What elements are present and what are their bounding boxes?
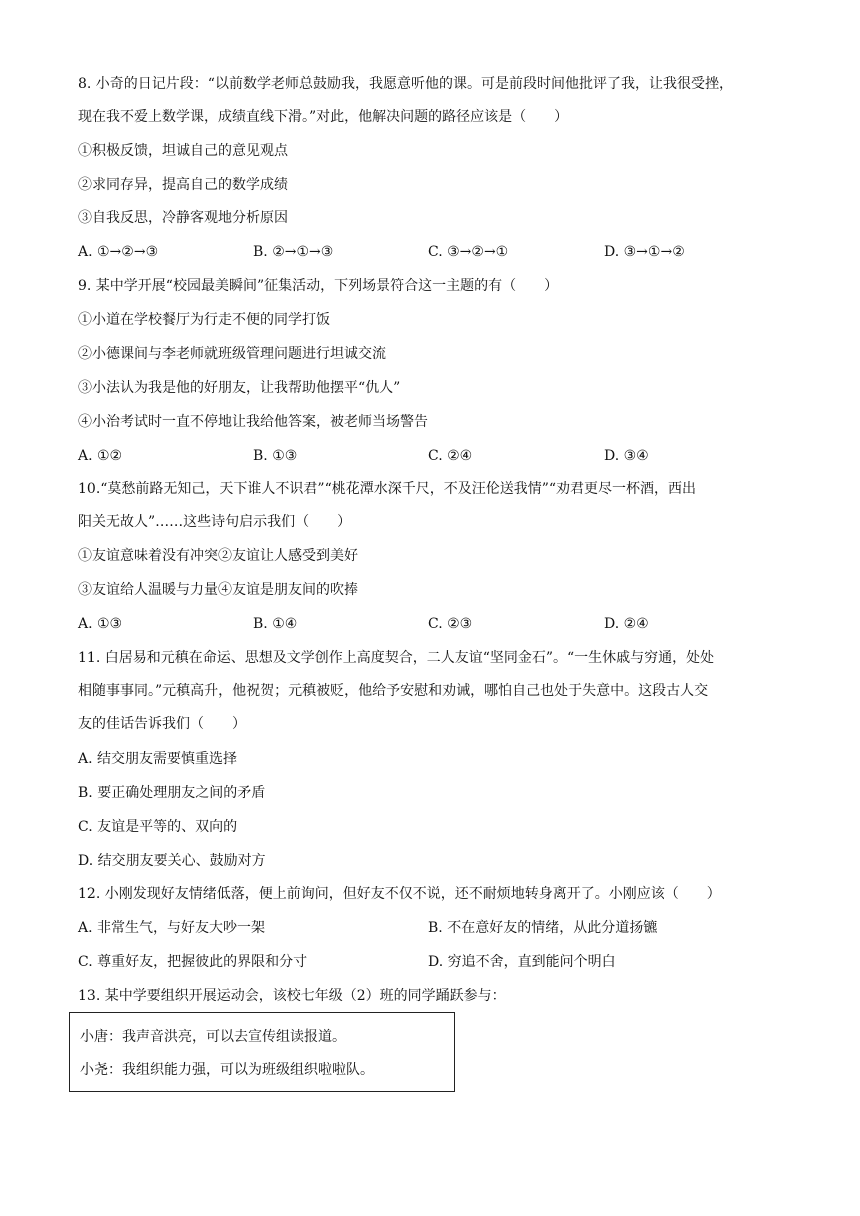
q12-option-c: C. 尊重好友，把握彼此的界限和分寸	[78, 954, 308, 970]
q11-stem-line2: 相随事事同。”元稹高升，他祝贺；元稹被贬，他给予安慰和劝诫，哪怕自己也处于失意中。这段古人交	[78, 683, 709, 699]
q9-option-c: C. ②④	[428, 448, 473, 464]
q9-stem-line1: 9. 某中学开展“校园最美瞬间”征集活动，下列场景符合这一主题的有（ ）	[78, 278, 559, 294]
q8-item-1: ①积极反馈，坦诚自己的意见观点	[78, 143, 288, 159]
q9-option-d: D. ③④	[604, 448, 649, 464]
q10-stem-line1: 10.“莫愁前路无知己，天下谁人不识君”“桃花潭水深千尺，不及汪伦送我情”“劝君更尽一杯酒，西出	[78, 481, 697, 497]
q11-option-d: D. 结交朋友要关心、鼓励对方	[78, 853, 266, 869]
q9-item-1: ①小道在学校餐厅为行走不便的同学打饭	[78, 312, 330, 328]
q8-stem-line1: 8. 小奇的日记片段：“以前数学老师总鼓励我，我愿意听他的课。可是前段时间他批评了我，让我很受挫，	[78, 76, 733, 92]
q13-box-line-1: 小唐：我声音洪亮，可以去宣传组读报道。	[80, 1029, 346, 1045]
q9-item-3: ③小法认为我是他的好朋友，让我帮助他摆平“仇人”	[78, 380, 401, 396]
q8-stem-line2: 现在我不爱上数学课，成绩直线下滑。”对此，他解决问题的路径应该是（ ）	[78, 109, 569, 125]
q8-item-3: ③自我反思，冷静客观地分析原因	[78, 210, 288, 226]
q8-option-c: C. ③→②→①	[428, 244, 509, 260]
q11-option-a: A. 结交朋友需要慎重选择	[78, 751, 238, 767]
q9-item-4: ④小治考试时一直不停地让我给他答案，被老师当场警告	[78, 414, 428, 430]
q10-option-d: D. ②④	[604, 616, 649, 632]
q12-option-b: B. 不在意好友的情绪，从此分道扬镳	[428, 920, 658, 936]
q12-option-a: A. 非常生气，与好友大吵一架	[78, 920, 266, 936]
q10-option-b: B. ①④	[253, 616, 298, 632]
q13-stem-line1: 13. 某中学要组织开展运动会，该校七年级（2）班的同学踊跃参与：	[78, 988, 506, 1004]
q9-option-b: B. ①③	[253, 448, 298, 464]
q10-item-1: ①友谊意味着没有冲突②友谊让人感受到美好	[78, 548, 358, 564]
q12-option-d: D. 穷追不舍，直到能问个明白	[428, 954, 616, 970]
q8-option-a: A. ①→②→③	[78, 244, 159, 260]
q12-stem-line1: 12. 小刚发现好友情绪低落，便上前询问，但好友不仅不说，还不耐烦地转身离开了。小刚应该（ ）	[78, 886, 721, 902]
q9-option-a: A. ①②	[78, 448, 123, 464]
q10-stem-line2: 阳关无故人”……这些诗句启示我们（ ）	[78, 514, 352, 530]
q8-option-b: B. ②→①→③	[253, 244, 334, 260]
q13-box-line-2: 小尧：我组织能力强，可以为班级组织啦啦队。	[80, 1062, 374, 1078]
q11-option-c: C. 友谊是平等的、双向的	[78, 819, 238, 835]
q11-option-b: B. 要正确处理朋友之间的矛盾	[78, 785, 266, 801]
q10-item-2: ③友谊给人温暖与力量④友谊是朋友间的吹捧	[78, 582, 358, 598]
q10-option-c: C. ②③	[428, 616, 473, 632]
q8-item-2: ②求同存异，提高自己的数学成绩	[78, 177, 288, 193]
q8-option-d: D. ③→①→②	[604, 244, 685, 260]
q13-material-box	[69, 1012, 455, 1092]
q10-option-a: A. ①③	[78, 616, 123, 632]
q9-item-2: ②小德课间与李老师就班级管理问题进行坦诚交流	[78, 346, 386, 362]
q11-stem-line3: 友的佳话告诉我们（ ）	[78, 716, 246, 732]
q11-stem-line1: 11. 白居易和元稹在命运、思想及文学创作上高度契合，二人友谊“坚同金石”。“一生休戚与穷通，处处	[78, 650, 715, 666]
